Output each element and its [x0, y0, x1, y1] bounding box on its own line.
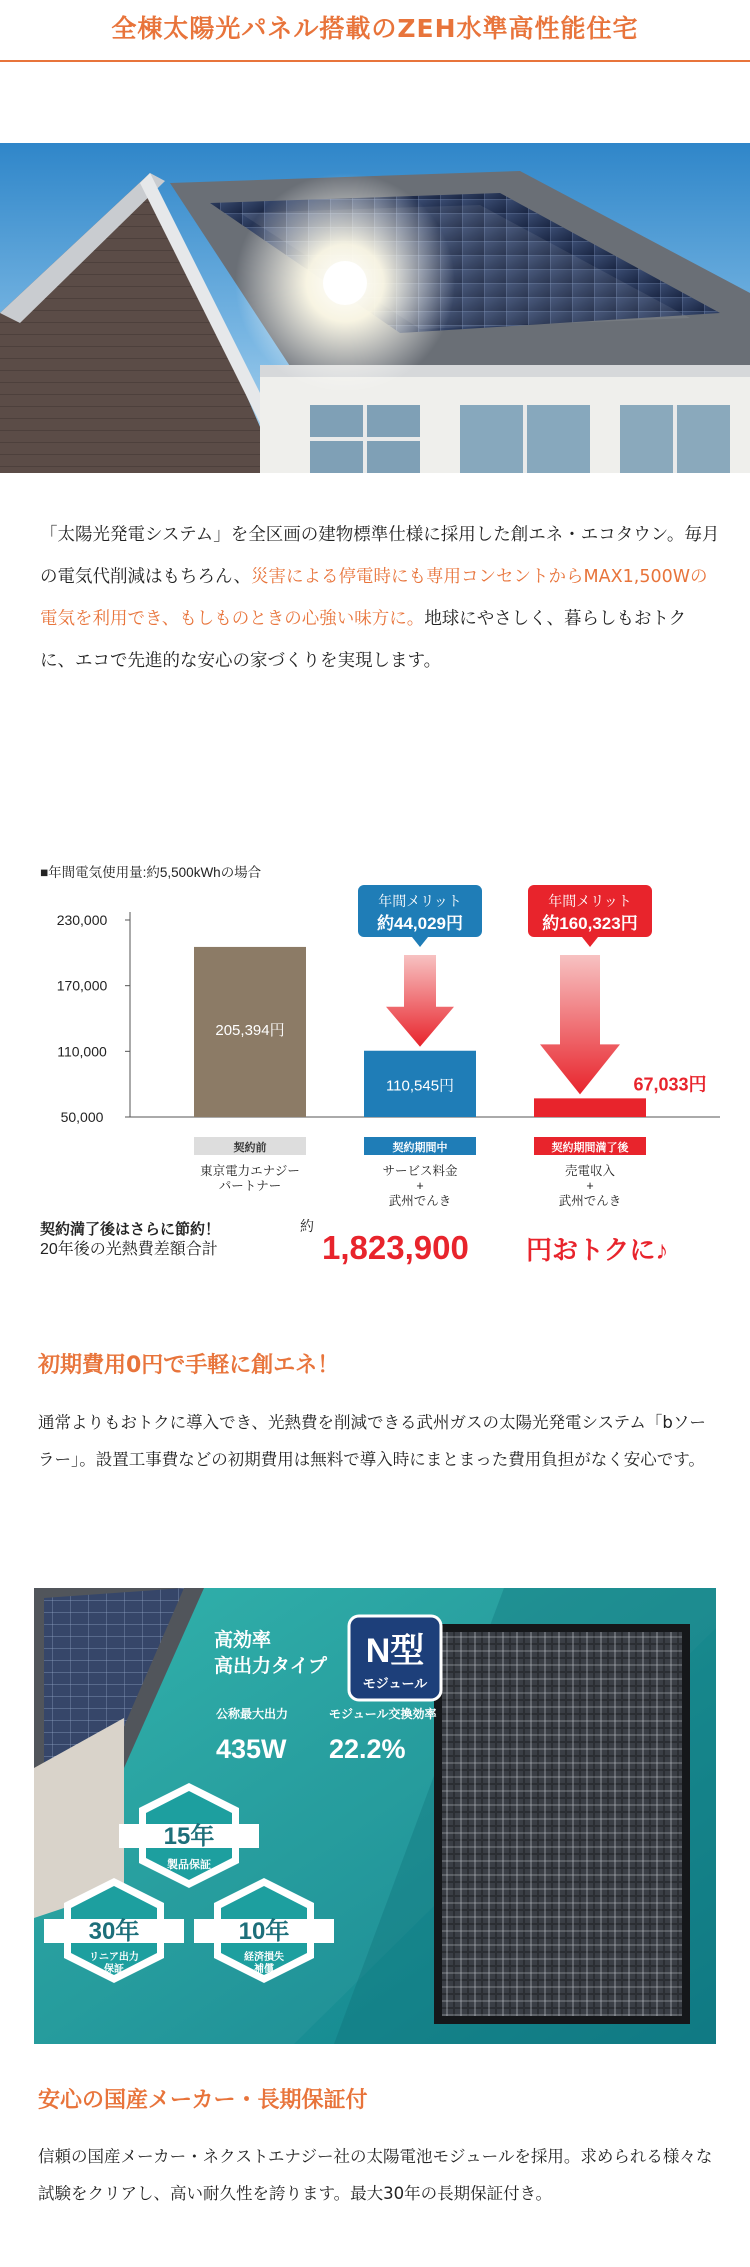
category-sublabel: +	[416, 1179, 424, 1193]
intro-text-1: 「太陽光発電システム」を全区画の建物標準仕様に採用した創エネ・エコタウン。毎月の電気代削減はもちろん、	[40, 525, 720, 587]
warranty-30-label-2: 保証	[104, 1964, 124, 1975]
solar-banner-art	[34, 1588, 716, 2044]
bar-2-value-label: 110,545円	[385, 1077, 455, 1095]
n-type-badge-sub: モジュール	[362, 1676, 428, 1691]
section-title-initial-cost: 初期費用0円で手軽に創エネ！	[38, 1353, 340, 1378]
summary-line-2: 20年後の光熱費差額合計	[40, 1241, 218, 1258]
category-sublabel: 武州でんき	[388, 1194, 452, 1208]
summary-amount: 1,823,900	[322, 1229, 469, 1266]
bar-3-value-label: 67,033円	[633, 1074, 707, 1095]
merit-value: 約44,029円	[377, 914, 463, 933]
page-header	[0, 0, 750, 62]
spec1-label: 公称最大出力	[216, 1707, 289, 1721]
summary-approx: 約	[300, 1218, 314, 1234]
savings-chart-svg	[30, 855, 730, 1275]
merit-value: 約160,323円	[542, 914, 638, 933]
merit-arrow-1	[386, 955, 454, 1047]
spec2-label: モジュール交換効率	[329, 1707, 437, 1721]
merit-callout-pointer	[582, 937, 598, 947]
warranty-10-label-2: 補償	[254, 1964, 274, 1975]
merit-label: 年間メリット	[378, 893, 462, 909]
category-sublabel: 売電収入	[564, 1164, 616, 1178]
spec2-value: 22.2%	[329, 1734, 406, 1764]
spec1-value: 435W	[216, 1734, 287, 1764]
hero-house-image	[0, 143, 750, 473]
chart-title: ■年間電気使用量:約5,500kWhの場合	[40, 865, 262, 880]
house-photo-illustration	[0, 143, 750, 473]
intro-text-2: 地球にやさしく、暮らしもおトクに、エコで先進的な安心の家づくりを実現します。	[40, 609, 687, 671]
category-sublabel: 東京電力エナジー	[200, 1164, 300, 1178]
category-label: 契約前	[233, 1142, 267, 1154]
type-line-2: 高出力タイプ	[214, 1656, 328, 1677]
y-tick-label: 170,000	[56, 977, 108, 994]
bar-3	[534, 1098, 646, 1117]
category-sublabel: 武州でんき	[558, 1194, 622, 1208]
summary-line-1: 契約満了後はさらに節約！	[40, 1221, 221, 1238]
warranty-15-number: 15年	[163, 1823, 215, 1850]
merit-callout-pointer	[412, 937, 428, 947]
intro-paragraph	[40, 514, 720, 682]
merit-arrow-2	[540, 955, 620, 1094]
savings-chart	[30, 855, 730, 1275]
bar-1-value-label: 205,394円	[215, 1021, 285, 1039]
section-title-warranty: 安心の国産メーカー・長期保証付	[38, 2088, 368, 2113]
section-body-initial-cost: 通常よりもおトクに導入でき、光熱費を削減できる武州ガスの太陽光発電システム「bソーラー」。設置工事費などの初期費用は無料で導入時にまとまった費用負担がなく安心です。	[38, 1413, 706, 1469]
type-line-1: 高効率	[214, 1630, 272, 1651]
y-tick-label: 230,000	[56, 912, 108, 928]
merit-label: 年間メリット	[548, 893, 632, 909]
category-sublabel: サービス料金	[382, 1164, 458, 1178]
category-sublabel: パートナー	[218, 1179, 282, 1193]
summary-suffix: 円おトクに♪	[526, 1235, 669, 1265]
solar-module-banner	[34, 1588, 716, 2044]
warranty-15-label: 製品保証	[167, 1859, 211, 1871]
category-label: 契約期間中	[392, 1142, 448, 1154]
y-tick-label: 50,000	[60, 1109, 104, 1125]
category-label: 契約期間満了後	[551, 1142, 629, 1154]
intro-highlight: 災害による停電時にも専用コンセントからMAX1,500Wの電気を利用でき、もしものときの心強い味方に。	[40, 567, 708, 629]
section-body-warranty: 信頼の国産メーカー・ネクストエナジー社の太陽電池モジュールを採用。求められる様々な試験をクリアし、高い耐久性を誇ります。最大30年の長期保証付き。	[38, 2147, 713, 2203]
warranty-30-label-1: リニア出力	[89, 1952, 139, 1963]
warranty-10-label-1: 経済損失	[244, 1952, 284, 1963]
page-title: 全棟太陽光パネル搭載のZEH水準高性能住宅	[111, 14, 639, 43]
n-type-badge: N型	[365, 1632, 425, 1670]
y-tick-label: 110,000	[57, 1043, 107, 1060]
warranty-30-number: 30年	[88, 1918, 140, 1945]
category-sublabel: +	[586, 1179, 594, 1193]
warranty-10-number: 10年	[238, 1918, 290, 1945]
